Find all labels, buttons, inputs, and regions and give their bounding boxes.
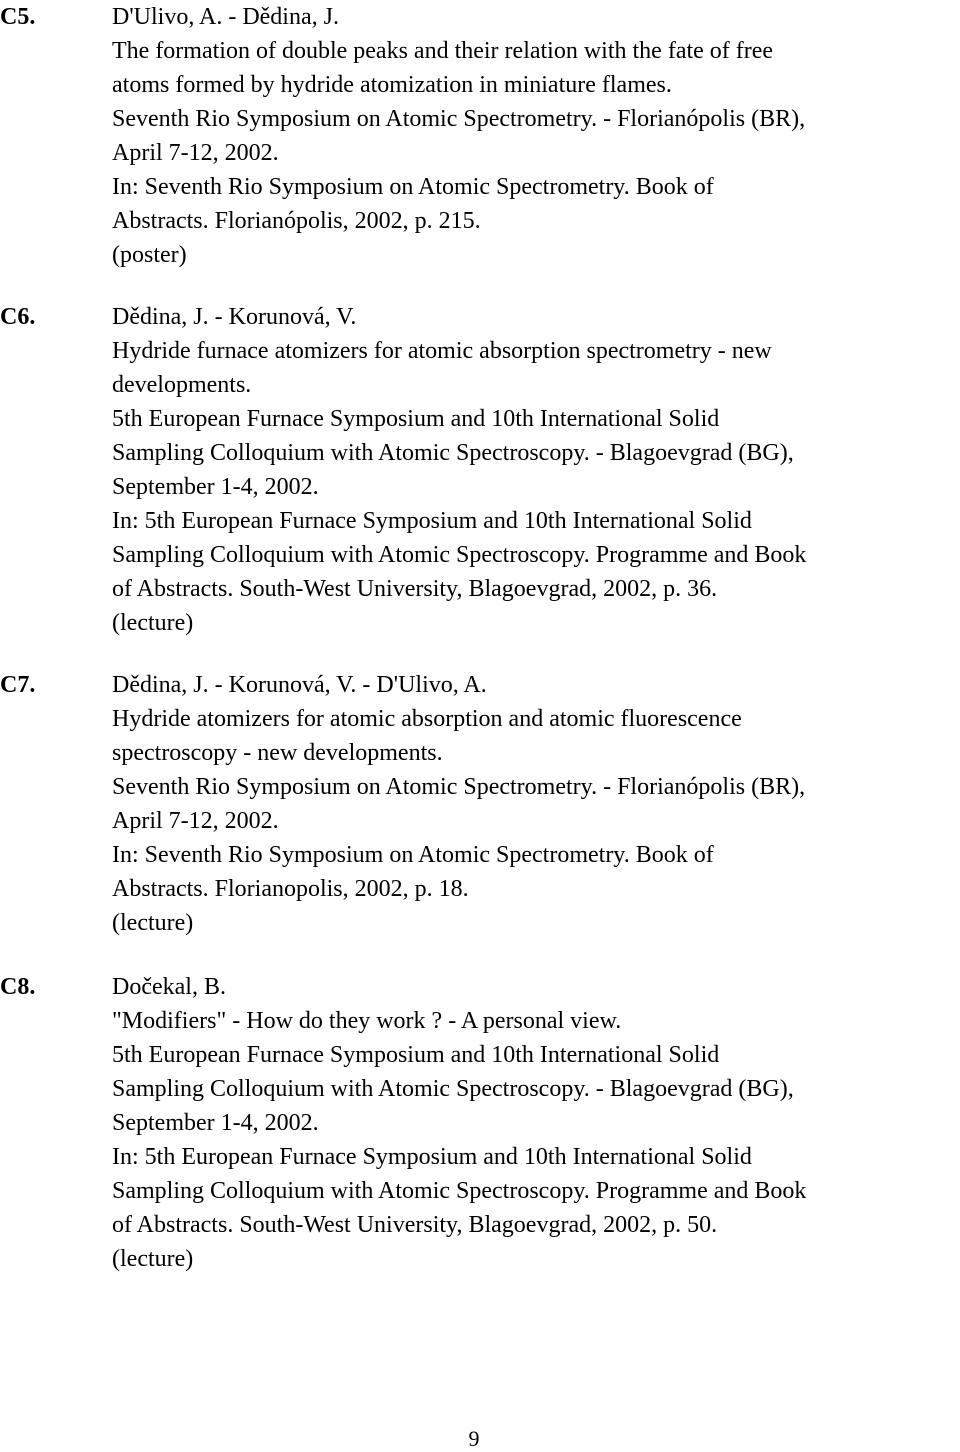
entry-type: (lecture): [112, 1246, 194, 1272]
entry-publication: Abstracts. Florianopolis, 2002, p. 18.: [112, 876, 469, 902]
entry-title: spectroscopy - new developments.: [112, 740, 443, 766]
entry-publication: In: Seventh Rio Symposium on Atomic Spectrometry. Book of: [112, 842, 714, 868]
entry-body: [112, 300, 960, 640]
entry-title: Hydride furnace atomizers for atomic absorption spectrometry - new: [112, 338, 772, 364]
entry-conference: September 1-4, 2002.: [112, 474, 319, 500]
entry-publication: Abstracts. Florianópolis, 2002, p. 215.: [112, 208, 481, 234]
entry-publication: of Abstracts. South-West University, Blagoevgrad, 2002, p. 50.: [112, 1212, 718, 1238]
entry-id: C7.: [0, 672, 36, 698]
entry-authors: Dědina, J. - Korunová, V.: [112, 304, 357, 330]
entry-type: (poster): [112, 242, 187, 268]
entry-publication: Sampling Colloquium with Atomic Spectroscopy. Programme and Book: [112, 542, 807, 568]
entry-authors: Dočekal, B.: [112, 974, 226, 1000]
entry-conference: Sampling Colloquium with Atomic Spectroscopy. - Blagoevgrad (BG),: [112, 1076, 794, 1102]
entry-authors: D'Ulivo, A. - Dědina, J.: [112, 4, 339, 30]
entry-publication: of Abstracts. South-West University, Blagoevgrad, 2002, p. 36.: [112, 576, 718, 602]
entry-id: C6.: [0, 304, 36, 330]
page-number: 9: [468, 1426, 480, 1451]
entry-publication: In: 5th European Furnace Symposium and 10th International Solid: [112, 1144, 752, 1170]
entry-conference: 5th European Furnace Symposium and 10th International Solid: [112, 406, 720, 432]
entry-conference: April 7-12, 2002.: [112, 140, 279, 166]
entry-conference: April 7-12, 2002.: [112, 808, 279, 834]
entry-type: (lecture): [112, 610, 194, 636]
entry-title: "Modifiers" - How do they work ? - A personal view.: [112, 1008, 622, 1034]
entry-body: [112, 970, 960, 1276]
entry-title: The formation of double peaks and their relation with the fate of free: [112, 38, 774, 64]
entry-title: atoms formed by hydride atomization in miniature flames.: [112, 72, 672, 98]
entry-type: (lecture): [112, 910, 194, 936]
entry-title: developments.: [112, 372, 252, 398]
entry-title: Hydride atomizers for atomic absorption and atomic fluorescence: [112, 706, 742, 732]
entry-conference: 5th European Furnace Symposium and 10th International Solid: [112, 1042, 720, 1068]
entry-publication: In: 5th European Furnace Symposium and 10th International Solid: [112, 508, 752, 534]
entry-id: C5.: [0, 4, 36, 30]
entry-conference: Seventh Rio Symposium on Atomic Spectrometry. - Florianópolis (BR),: [112, 774, 806, 800]
entry-authors: Dědina, J. - Korunová, V. - D'Ulivo, A.: [112, 672, 487, 698]
entry-conference: Seventh Rio Symposium on Atomic Spectrometry. - Florianópolis (BR),: [112, 106, 806, 132]
entry-conference: September 1-4, 2002.: [112, 1110, 319, 1136]
entry-publication: Sampling Colloquium with Atomic Spectroscopy. Programme and Book: [112, 1178, 807, 1204]
entry-body: [112, 668, 960, 940]
entry-id: C8.: [0, 974, 36, 1000]
entry-conference: Sampling Colloquium with Atomic Spectroscopy. - Blagoevgrad (BG),: [112, 440, 794, 466]
entry-body: [112, 0, 960, 272]
entry-publication: In: Seventh Rio Symposium on Atomic Spectrometry. Book of: [112, 174, 714, 200]
